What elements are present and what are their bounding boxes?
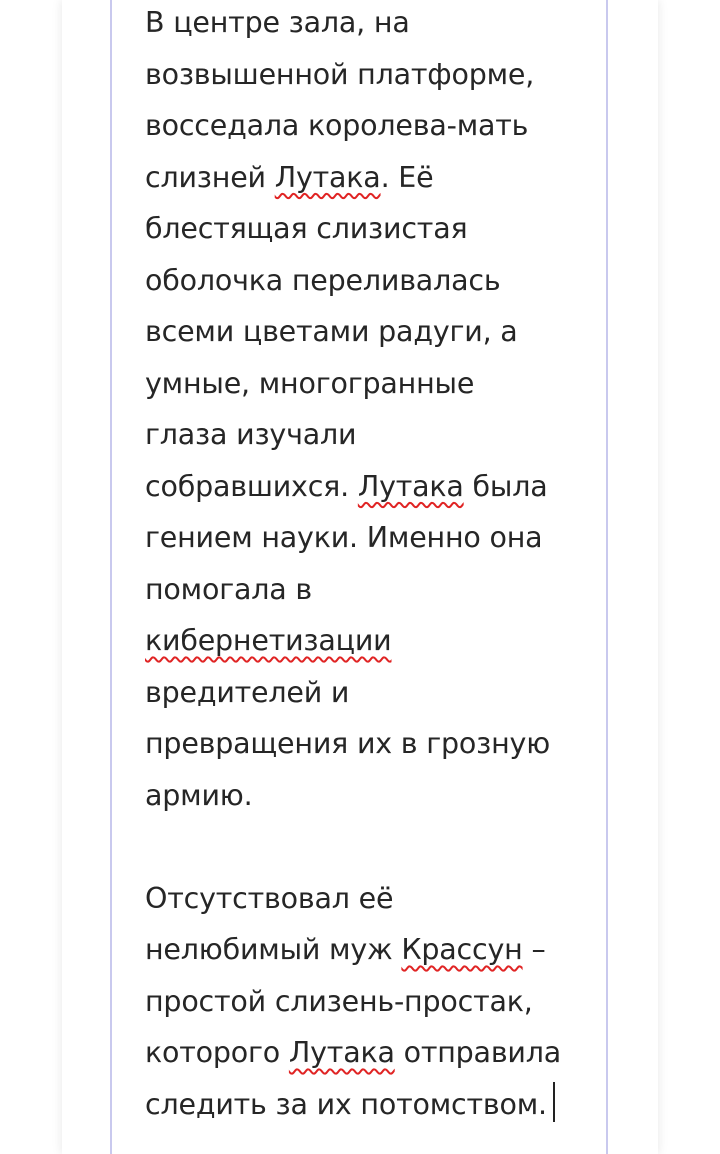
text-line <box>145 718 590 770</box>
text-line <box>145 512 590 564</box>
paragraph <box>145 0 590 821</box>
paragraph <box>145 873 590 1131</box>
text-run: нелюбимый муж <box>145 933 402 966</box>
text-line <box>145 615 590 667</box>
spellcheck-flagged-word[interactable]: Лутака <box>288 1036 395 1069</box>
text-cursor <box>553 1082 555 1122</box>
text-line <box>145 409 590 461</box>
spellcheck-flagged-word[interactable]: Лутака <box>274 160 381 194</box>
spellcheck-flagged-word[interactable]: Крассун <box>401 933 523 966</box>
text-run: оболочка переливалась <box>145 263 501 297</box>
text-run: слизней <box>145 160 275 194</box>
text-run: отправила <box>394 1036 562 1069</box>
text-run: вредителей и <box>145 675 350 709</box>
text-run: . Её <box>380 160 434 194</box>
text-line <box>145 49 590 101</box>
text-run: которого <box>145 1036 289 1069</box>
text-line <box>145 924 590 976</box>
text-line <box>145 0 590 49</box>
text-run: всеми цветами радуги, а <box>145 315 518 348</box>
text-line <box>145 770 590 822</box>
text-run: была <box>463 469 548 503</box>
text-run: помогала в <box>145 572 312 606</box>
text-run: собравшихся. <box>145 469 358 503</box>
text-line <box>145 203 590 255</box>
text-run: следить за их потомством. <box>145 1087 547 1121</box>
text-run: блестящая слизистая <box>145 212 468 245</box>
text-line <box>145 306 590 358</box>
document-body[interactable] <box>145 0 590 1130</box>
text-line <box>145 152 590 204</box>
text-run: превращения их в грозную <box>145 727 550 760</box>
text-run: армию. <box>145 778 253 812</box>
text-run: возвышенной платформе, <box>145 57 535 91</box>
text-run: простой слизень-простак, <box>145 984 533 1018</box>
spellcheck-flagged-word[interactable]: кибернетизации <box>145 624 392 657</box>
text-line <box>145 1079 590 1131</box>
text-line <box>145 1027 590 1079</box>
text-run: восседала королева-мать <box>145 109 529 142</box>
paragraph-spacer <box>145 821 590 873</box>
text-run: В центре зала, на <box>145 6 410 39</box>
text-run: Отсутствовал её <box>145 881 394 915</box>
text-line <box>145 461 590 513</box>
spellcheck-flagged-word[interactable]: Лутака <box>357 469 464 503</box>
text-line <box>145 667 590 719</box>
text-run: умные, многогранные <box>145 366 475 400</box>
text-line <box>145 873 590 925</box>
text-line <box>145 976 590 1028</box>
text-line <box>145 255 590 307</box>
text-line <box>145 358 590 410</box>
text-line <box>145 564 590 616</box>
text-run: гением науки. Именно она <box>145 521 543 554</box>
text-run: – <box>522 933 546 966</box>
text-run: глаза изучали <box>145 418 357 451</box>
text-line <box>145 100 590 152</box>
